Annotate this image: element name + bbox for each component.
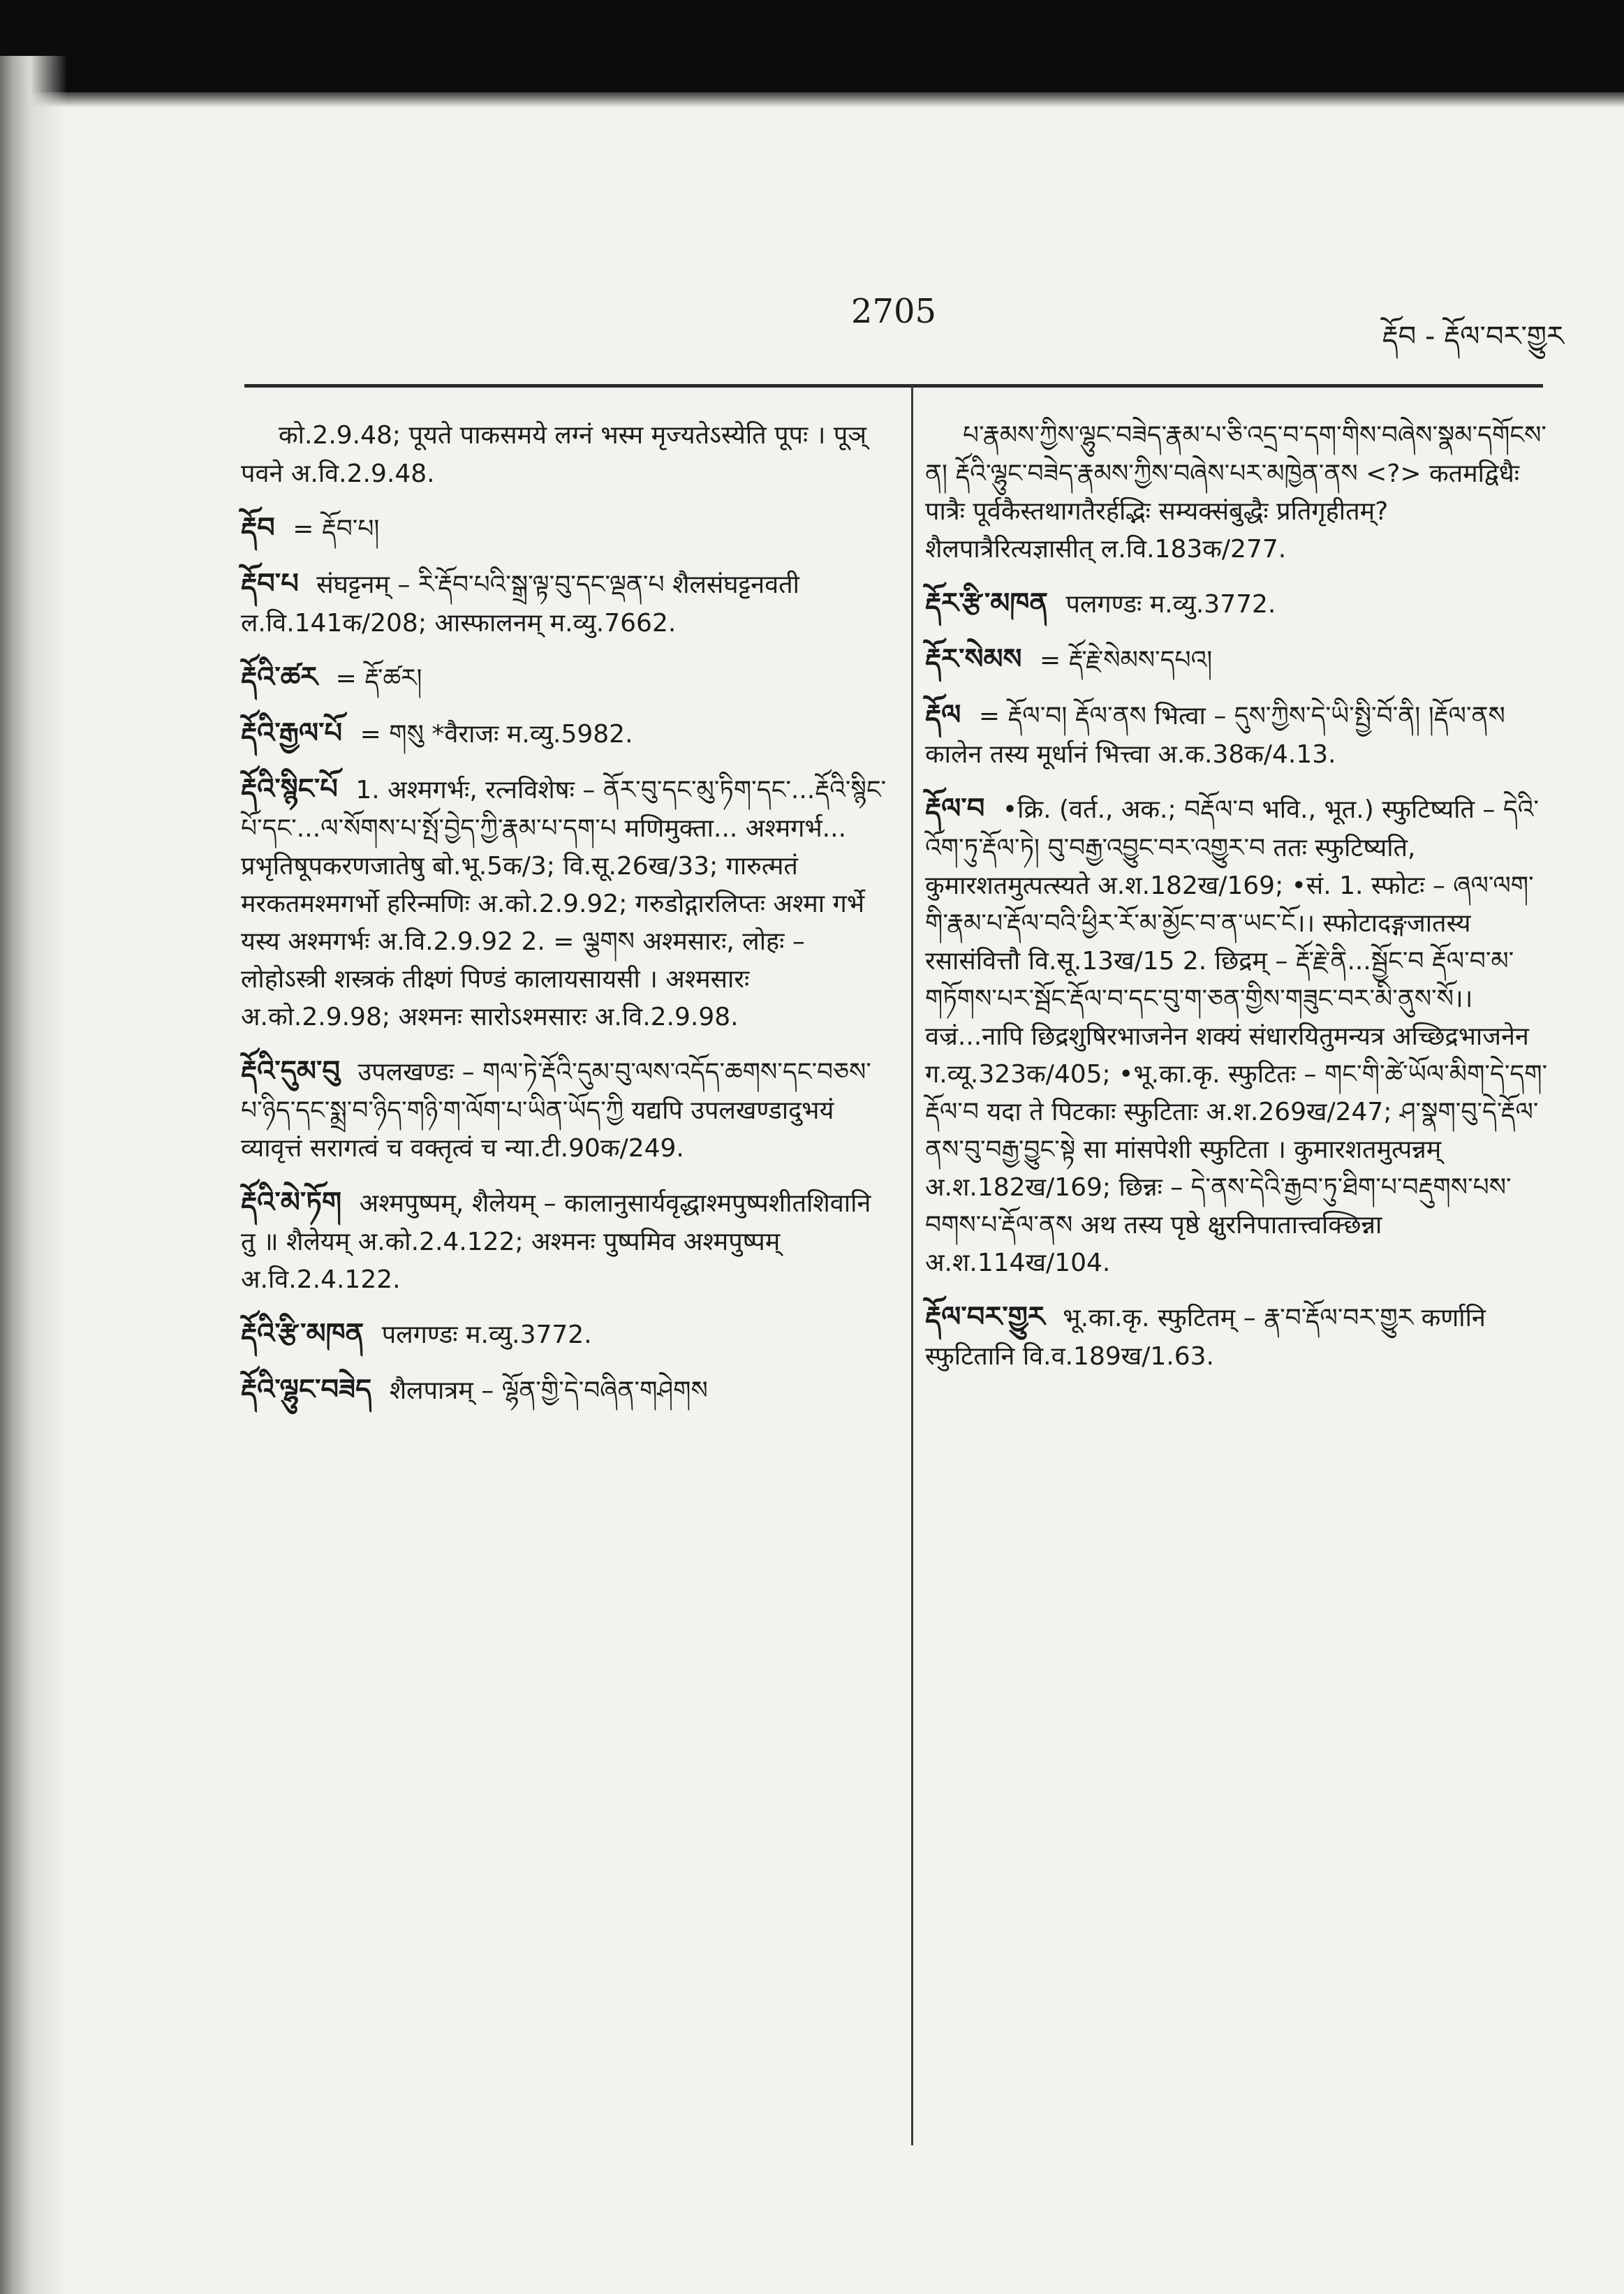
header-rule bbox=[244, 384, 1543, 388]
entry-headword: རྡོའི་དུམ་བུ bbox=[241, 1055, 341, 1087]
entry-headword: རྡོའི་ལྷུང་བཟེད bbox=[241, 1374, 372, 1406]
entry-body: को.2.9.48; पूयते पाकसमये लग्नं भस्म मृज्यतेऽस्येति पूपः । पूञ् पवने अ.वि.2.9.48. bbox=[241, 421, 866, 488]
entry-body: पलगण्डः म.व्यु.3772. bbox=[381, 1321, 592, 1349]
right-column bbox=[925, 413, 1553, 1390]
entry-body: = རྡོ་ཚར། bbox=[335, 664, 422, 693]
entry-headword: རྡོའི་ཚར bbox=[241, 661, 318, 693]
entry-headword: རྡོར་རྩི་མཁན bbox=[925, 587, 1049, 619]
dictionary-entry bbox=[925, 638, 1553, 680]
dictionary-entry bbox=[925, 582, 1553, 624]
entry-headword: རྡོའི་རྩི་མཁན bbox=[241, 1318, 364, 1350]
dictionary-entry bbox=[241, 1313, 890, 1355]
entry-headword: རྡོའི་སྙིང་པོ bbox=[241, 773, 338, 805]
entry-body: = གསུ *वैराजः म.व्यु.5982. bbox=[360, 720, 633, 749]
entry-headword: རྡོལ bbox=[925, 699, 961, 731]
entry-headword: རྡོབ་པ bbox=[241, 568, 299, 600]
dictionary-entry bbox=[241, 1182, 890, 1299]
page-number: 2705 bbox=[850, 292, 937, 331]
entry-body: = རྡོབ་པ། bbox=[293, 515, 380, 543]
dictionary-entry bbox=[241, 1050, 890, 1168]
entry-headword: རྡོར་སེམས bbox=[925, 643, 1022, 675]
entry-body: भू.का.कृ. स्फुटितम् – རྣ་བ་རྡོལ་བར་གྱུར कर्णानि स्फुटितानि वि.व.189ख/1.63. bbox=[925, 1304, 1486, 1371]
entry-body: पलगण्डः म.व्यु.3772. bbox=[1065, 590, 1276, 619]
scan-shadow-fade bbox=[0, 92, 1624, 108]
left-column bbox=[241, 413, 890, 1425]
scan-top-shadow bbox=[0, 0, 1624, 92]
dictionary-entry bbox=[925, 694, 1553, 774]
scan-binding-edge bbox=[0, 56, 67, 2294]
entry-body: अश्मपुष्पम्, शैलेयम् – कालानुसार्यवृद्धाश्मपुष्पशीतशिवानि तु ॥ शैलेयम् अ.को.2.4.122; अश्मनः पुष्पमिव अश्मपुष्पम् अ.वि.2.4.122. bbox=[241, 1189, 871, 1294]
dictionary-entry bbox=[241, 656, 890, 698]
dictionary-entry bbox=[241, 563, 890, 642]
entry-body: = རྡོལ་བ། རྡོལ་ནས भित्वा – དུས་ཀྱིས་དེ་ཡི་སྤྱི་བོ་ནི། །རྡོལ་ནས कालेन तस्य मूर्धानं भित्त्वा अ.क.38क/4.13. bbox=[925, 702, 1505, 769]
entry-headword: རྡོའི་མེ་ཏོག bbox=[241, 1186, 342, 1219]
running-head: རྡོབ - རྡོལ་བར་གྱུར bbox=[1382, 321, 1564, 353]
dictionary-entry bbox=[241, 1369, 890, 1411]
entry-body: = རྡོ་རྗེ་སེམས་དཔའ། bbox=[1040, 646, 1213, 675]
column-divider bbox=[911, 385, 913, 2145]
entry-body: 1. अश्मगर्भः, रत्नविशेषः – ནོར་བུ་དང་མུ་ཏིག་དང་...རྡོའི་སྙིང་པོ་དང་...ལ་སོགས་པ་སྤོ་བྱེད་ཀྱི་རྣམ་པ་དག་པ मणिमुक्ता... अश्मगर्भ... प्रभृतिषूपकरणजातेषु बो.भू.5क/3; वि.सू.26ख/33; गारुत्मतं मरकतमश्मगर्भो हरिन्मणिः अ.को.2.9.92; गरुडोद्गारलिप्तः अश्मा गर्भे यस्य अश्मगर्भः अ.वि.2.9.92 2. = ལྕགས अश्मसारः, लोहः – लोहोऽस्त्री शस्त्रकं तीक्ष्णं पिण्डं कालायसायसी । अश्मसारः अ.को.2.9.98; अश्मनः सारोऽश्मसारः अ.वि.2.9.98. bbox=[241, 776, 887, 1031]
dictionary-entry bbox=[241, 413, 890, 493]
entry-body: པ་རྣམས་ཀྱིས་ལྷུང་བཟེད་རྣམ་པ་ཅི་འདྲ་བ་དག་གིས་བཞེས་སྣམ་དགོངས་ན། རྡོའི་ལྷུང་བཟེད་རྣམས་ཀྱིས་བཞེས་པར་མཁྱེན་ནས <?> कतमद्विधैः पात्रैः पूर्वकैस्तथागतैरर्हद्भिः सम्यक्संबुद्धैः प्रतिगृहीतम्? शैलपात्रैरित्यज्ञासीत् ल.वि.183क/277. bbox=[925, 421, 1547, 564]
entry-body: शैलपात्रम् – ལྷོན་གྱི་དེ་བཞིན་གཤེགས bbox=[389, 1376, 708, 1405]
entry-headword: རྡོའི་རྒྱལ་པོ bbox=[241, 717, 343, 749]
dictionary-entry bbox=[925, 1296, 1553, 1376]
entry-body: उपलखण्डः – གལ་ཏེ་རྡོའི་དུམ་བུ་ལས་འདོད་ཆགས་དང་བཅས་པ་ཉིད་དང་སྨྲ་བ་ཉིད་གཉི་ག་ལོག་པ་ཡིན་ཡོད་ཀྱི यद्यपि उपलखण्डादुभयं व्यावृत्तं सरागत्वं च वक्तृत्वं च न्या.टी.90क/249. bbox=[241, 1058, 871, 1163]
entry-body: संघट्टनम् – རི་རྡོབ་པའི་སྒྲ་ལྟ་བུ་དང་ལྡན་པ शैलसंघट्टनवती ल.वि.141क/208; आस्फालनम् म.व्यु.7662. bbox=[241, 571, 799, 638]
dictionary-entry bbox=[241, 768, 890, 1036]
dictionary-entry bbox=[925, 788, 1553, 1282]
entry-body: •क्रि. (वर्त., अक.; བརྡོལ་བ भवि., भूत.) स्फुटिष्यति – དེའི་འོག་ཏུ་རྡོལ་ཏེ། བུ་བརྒྱ་འབྱུང་བར་འགྱུར་བ ततः स्फुटिष्यति, कुमारशतमुत्पत्स्यते अ.श.182ख/169; •सं. 1. स्फोटः – ཞལ་ལག་གི་རྣམ་པ་རྡོལ་བའི་ཕྱིར་རོ་མ་མྱོང་བ་ན་ཡང་ངོ।। स्फोटादङ्गजातस्य रसासंवित्तौ वि.सू.13ख/15 2. छिद्रम् – རྡོ་རྗེ་ནི...སྦྱོང་བ རྡོལ་བ་མ་གཏོགས་པར་སྦོང་རྡོལ་བ་དང་བུ་ག་ཅན་གྱིས་གཟུང་བར་མི་ནུས་སོ।। वज्रं...नापि छिद्रशुषिरभाजनेन शक्यं संधारयितुमन्यत्र अच्छिद्रभाजनेन ग.व्यू.323क/405; •भू.का.कृ. स्फुटितः – གང་གི་ཚེ་ཡོལ་མིག་དེ་དག་རྡོལ་བ यदा ते पिटकाः स्फुटिताः अ.श.269ख/247; ཤ་སྣག་བུ་དེ་རྡོལ་ནས་བུ་བརྒྱ་བྱུང་སྟེ सा मांसपेशी स्फुटिता । कुमारशतमुत्पन्नम् अ.श.182ख/169; छिन्नः – དེ་ནས་དེའི་རྒྱབ་ཏུ་ཐིག་པ་བརྡུགས་པས་བགས་པ་རྡོལ་ནས अथ तस्य पृष्ठे क्षुरनिपातात्त्वक्छिन्ना अ.श.114ख/104. bbox=[925, 795, 1548, 1277]
entry-headword: རྡོབ bbox=[241, 512, 275, 544]
dictionary-entry bbox=[925, 413, 1553, 568]
dictionary-entry bbox=[241, 507, 890, 549]
entry-headword: རྡོལ་བར་གྱུར bbox=[925, 1301, 1045, 1333]
dictionary-entry bbox=[241, 712, 890, 754]
entry-headword: རྡོལ་བ bbox=[925, 793, 985, 825]
